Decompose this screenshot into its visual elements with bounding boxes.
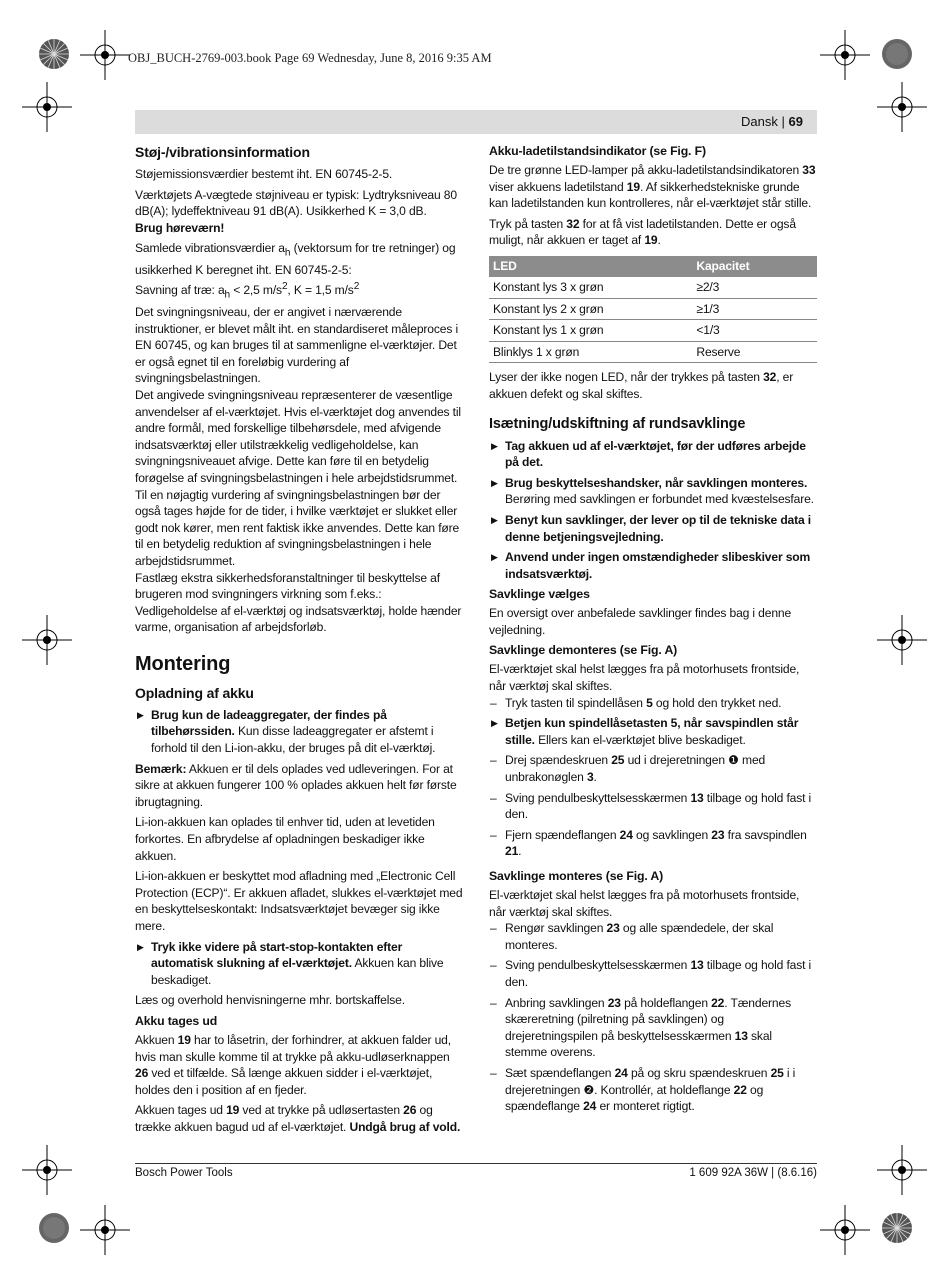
page-number: 69	[788, 114, 803, 129]
noise-paragraph: Værktøjets A-vægtede støjniveau er typisk: Lydtryksniveau 80 dB(A); lydeffektniveau 91 dB(A). Usikkerhed K = 3,0 dB.	[135, 187, 457, 219]
select-heading: Savklinge vælges	[489, 587, 590, 602]
registration-mark-icon	[22, 1145, 72, 1195]
table-header-cell: Kapacitet	[692, 256, 817, 277]
blade-bullet: ▶ Benyt kun savklinger, der lever op til de tekniske data i denne betjeningsvejledning.	[489, 512, 817, 545]
vibration-paragraph: Det angivede svingningsniveau repræsenterer de væsentlige anvendelser af el-værktøjet. Hvis el-værktøjet dog anvendes til andre formål, med forskellige tilbehørsdele, med afvigende indsatsværktøj eller utilstrækkelig vedligeholdelse, kan svingningsniveauet afvige. Dette kan føre til en betydelig forøgelse af svingningsbelastningen i hele arbejdstidsrummet.	[135, 387, 461, 485]
registration-mark-icon	[22, 82, 72, 132]
table-header-cell: LED	[489, 256, 692, 277]
blade-bullet: ▶ Anvend under ingen omstændigheder slibeskiver som indsatsværktøj.	[489, 549, 817, 582]
registration-mark-icon	[877, 615, 927, 665]
gray-target-icon	[38, 1212, 70, 1244]
right-column	[489, 143, 817, 1119]
table-cell: ≥1/3	[692, 298, 817, 320]
rotation-direction-icon: ❷	[583, 1082, 595, 1097]
footer-doc-id: 1 609 92A 36W | (8.6.16)	[689, 1167, 817, 1179]
indicator-paragraph: Lyser der ikke nogen LED, når der trykkes på tasten 32, er akkuen defekt og skal skiftes.	[489, 370, 794, 401]
charge-bullet: ▶ Brug kun de ladeaggregater, der findes på tilbehørssiden. Kun disse ladeaggregater er afstemt i forhold til den Li-ion-akku, der bruges på dit el-værktøj.	[135, 707, 463, 757]
mount-step: – Sæt spændeflangen 24 på og skru spændeskruen 25 i i drejeretningen ❷. Kontrollér, at holdeflange 22 og spændeflange 24 er monteret rigtigt.	[489, 1065, 817, 1115]
mount-step: – Anbring savklingen 23 på holdeflangen 22. Tændernes skæreretning (pilretning på savklingen) og drejeretningspilen på beskyttelsesskærmen 13 skal stemme overens.	[489, 995, 817, 1061]
mount-step: – Sving pendulbeskyttelsesskærmen 13 tilbage og hold fast i den.	[489, 957, 817, 990]
table-cell: Konstant lys 2 x grøn	[489, 298, 692, 320]
dismount-step: ▶ Betjen kun spindellåsetasten 5, når savspindlen står stille. Ellers kan el-værktøjet blive beskadiget.	[489, 715, 817, 748]
table-row	[489, 277, 817, 298]
registration-mark-icon	[877, 1145, 927, 1195]
table-cell: Reserve	[692, 341, 817, 363]
select-paragraph: En oversigt over anbefalede savklinger findes bag i denne vejledning.	[489, 606, 792, 637]
noise-warning: Brug høreværn!	[135, 220, 225, 235]
remove-heading: Akku tages ud	[135, 1013, 218, 1028]
footer-publisher: Bosch Power Tools	[135, 1167, 233, 1179]
registration-mark-icon	[80, 30, 130, 80]
led-capacity-table	[489, 256, 817, 363]
registration-mark-icon	[22, 615, 72, 665]
mount-step: – Rengør savklingen 23 og alle spændedele, der skal monteres.	[489, 920, 817, 953]
header-language: Dansk	[741, 114, 778, 129]
dismount-paragraph: El-værktøjet skal helst lægges fra på motorhusets frontside, når værktøj skal skiftes.	[489, 662, 800, 694]
charge-note: Bemærk: Akkuen er til dels oplades ved udleveringen. For at sikre at akkuen fungerer 100 % oplades akkuen helt før første ibrugtagning.	[135, 761, 457, 809]
blade-bullet: ▶ Brug beskyttelseshandsker, når savklingen monteres. Berøring med savklingen er forbundet med kvæstelsesfare.	[489, 475, 817, 508]
vibration-paragraph: Det svingningsniveau, der er angivet i nærværende instruktioner, er blevet målt iht. en standardiseret måleproces i EN 60745, og kan bruges til at sammenligne el-værktøjer. Det er også egnet til en foreløbig vurdering af svingningsbelastningen.	[135, 305, 458, 386]
print-slug: OBJ_BUCH-2769-003.book Page 69 Wednesday, June 8, 2016 9:35 AM	[128, 51, 492, 65]
registration-mark-icon	[820, 30, 870, 80]
indicator-paragraph: Tryk på tasten 32 for at få vist ladetilstanden. Dette er også muligt, når akkuen er taget af 19.	[489, 216, 796, 248]
vibration-paragraph: Til en nøjagtig vurdering af svingningsbelastningen bør der også tages højde for de tider, i hvilke værktøjet er slukket eller godt nok kører, men rent faktisk ikke anvendes. Dette kan føre til en betydelig reduktion af svingningsbelastningen i hele arbejdstidsrummet.	[135, 487, 460, 568]
charge-paragraph: Li-ion-akkuen er beskyttet mod afladning med „Electronic Cell Protection (ECP)“. Er akkuen afladet, slukkes el-værktøjet med en beskyttelseskontakt: Indsatsværktøjet bevæger sig ikke mere.	[135, 869, 463, 933]
header-text	[741, 114, 803, 129]
montering-heading: Montering	[135, 652, 231, 675]
page-header	[135, 110, 817, 134]
table-row	[489, 298, 817, 320]
remove-paragraph: Akkuen tages ud 19 ved at trykke på udløsertasten 26 og trække akkuen bagud ud af el-værktøjet. Undgå brug af vold.	[135, 1103, 461, 1134]
blade-bullet: ▶ Tag akkuen ud af el-værktøjet, før der udføres arbejde på det.	[489, 438, 817, 471]
dismount-step: – Tryk tasten til spindellåsen 5 og hold den trykket ned.	[489, 695, 817, 712]
registration-mark-icon	[877, 82, 927, 132]
dismount-heading: Savklinge demonteres (se Fig. A)	[489, 643, 678, 658]
table-row	[489, 320, 817, 342]
star-target-icon	[881, 1212, 913, 1244]
dismount-step: – Fjern spændeflangen 24 og savklingen 23 fra savspindlen 21.	[489, 827, 817, 860]
indicator-heading: Akku-ladetilstandsindikator (se Fig. F)	[489, 144, 706, 158]
table-cell: ≥2/3	[692, 277, 817, 298]
table-cell: Blinklys 1 x grøn	[489, 341, 692, 363]
charge-paragraph: Læs og overhold henvisningerne mhr. bortskaffelse.	[135, 993, 405, 1008]
mount-paragraph: El-værktøjet skal helst lægges fra på motorhusets frontside, når værktøj skal skiftes.	[489, 888, 800, 919]
star-target-icon	[38, 38, 70, 70]
mount-heading: Savklinge monteres (se Fig. A)	[489, 869, 664, 883]
dismount-step: – Sving pendulbeskyttelsesskærmen 13 tilbage og hold fast i den.	[489, 790, 817, 823]
vibration-values: Savning af træ: $a_h < 2,5$ $m/s^2$, K = 1,5 $m/s^2$	[135, 280, 360, 301]
charge-paragraph: Li-ion-akkuen kan oplades til enhver tid, uden at levetiden forkortes. En afbrydelse af opladningen beskadiger ikke akkuen.	[135, 815, 435, 863]
table-cell: <1/3	[692, 320, 817, 342]
table-cell: Konstant lys 3 x grøn	[489, 277, 692, 298]
rotation-direction-icon: ❶	[728, 753, 739, 768]
header-separator: |	[781, 114, 785, 129]
left-column	[135, 143, 463, 1140]
table-cell: Konstant lys 1 x grøn	[489, 320, 692, 342]
noise-paragraph: Støjemissionsværdier bestemt iht. EN 60745-2-5.	[135, 167, 393, 181]
footer-divider	[135, 1163, 817, 1164]
noise-heading: Støj-/vibrationsinformation	[135, 144, 310, 160]
dismount-step: – Drej spændeskruen 25 ud i drejeretningen ❶ med unbrakonøglen 3.	[489, 752, 817, 785]
registration-mark-icon	[820, 1205, 870, 1255]
charge-bullet: ▶ Tryk ikke videre på start-stop-kontakten efter automatisk slukning af el-værktøjet. Akkuen kan blive beskadiget.	[135, 939, 463, 989]
indicator-paragraph: De tre grønne LED-lamper på akku-ladetilstandsindikatoren 33 viser akkuens ladetilstand 19. Af sikkerhedstekniske grunde kan ladetilstanden kun kontrolleres, når el-værktøjet står stille.	[489, 163, 816, 211]
vibration-paragraph: Fastlæg ekstra sikkerhedsforanstaltninger til beskyttelse af brugeren mod svingningers virkning som f.eks.: Vedligeholdelse af el-værktøj og indsatsværktøj, holde hænder varme, organisation af arbejdsforløb.	[135, 570, 462, 635]
table-row	[489, 341, 817, 363]
registration-mark-icon	[80, 1205, 130, 1255]
gray-target-icon	[881, 38, 913, 70]
charge-heading: Opladning af akku	[135, 684, 254, 701]
remove-paragraph: Akkuen 19 har to låsetrin, der forhindrer, at akkuen falder ud, hvis man skulle komme til at trykke på akku-udløserknappen 26 ved et tilfælde. Så længe akkuen sidder i el-værktøjet, holdes den i position af en fjeder.	[135, 1032, 451, 1097]
vibration-paragraph: Samlede vibrationsværdier $a_h$ (vektorsum for tre retninger) og usikkerhed K beregnet iht. EN 60745-2-5:	[135, 241, 456, 278]
table-header-row	[489, 256, 817, 277]
blade-heading: Isætning/udskiftning af rundsavklinge	[489, 415, 746, 432]
